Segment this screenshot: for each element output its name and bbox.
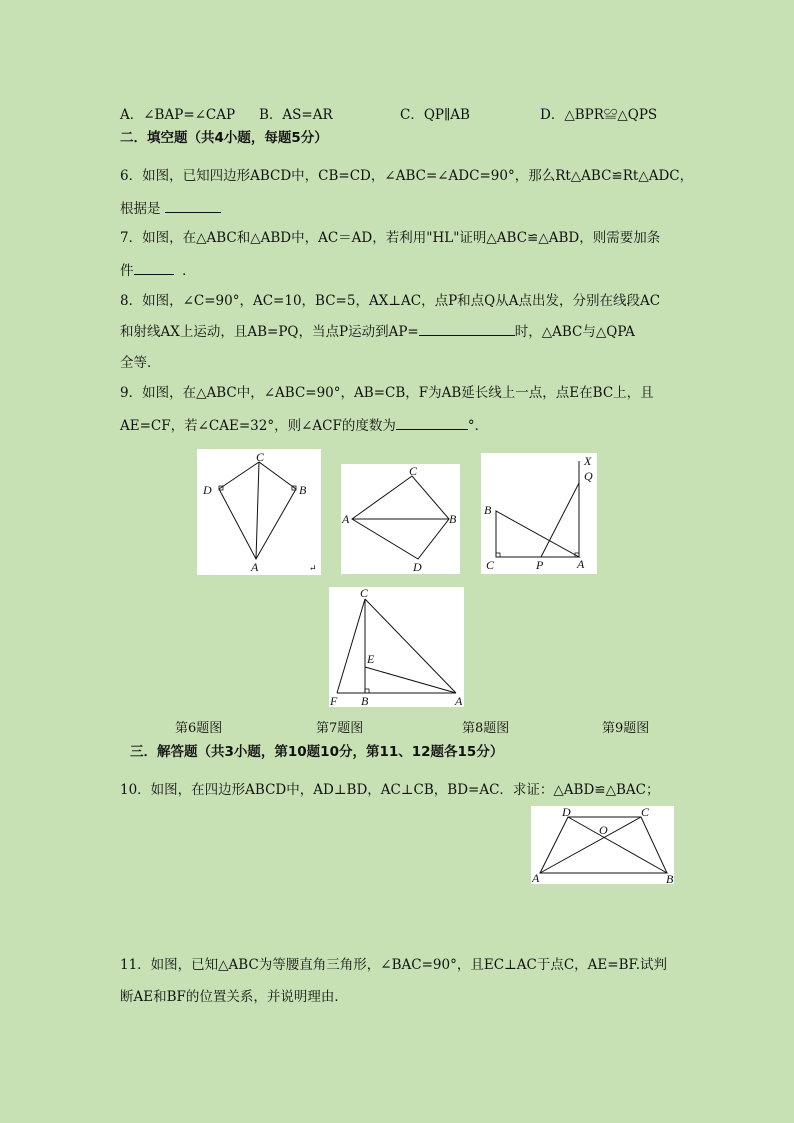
fig6-label-a: A <box>251 560 259 574</box>
fig9-label-b: B <box>361 694 369 707</box>
q5-option-d: D．△BPR≌△QPS <box>540 107 658 123</box>
fig10-label-b: B <box>666 872 674 884</box>
fig8-label-q: Q <box>584 469 593 483</box>
fig10-label-d: D <box>562 806 571 819</box>
fig7-label-c: C <box>409 464 418 478</box>
fig6-label-c: C <box>256 450 265 464</box>
q7-line2-pre: 件 <box>120 263 134 279</box>
q6-line2-text: 根据是 <box>120 201 161 217</box>
q9-answer-blank[interactable] <box>396 416 468 430</box>
q7-answer-blank[interactable] <box>134 261 174 275</box>
q9-line2 <box>120 416 488 435</box>
q9-line1: 9．如图，在△ABC中，∠ABC=90°，AB=CB，F为AB延长线上一点，点E在BC上，且 <box>120 385 654 401</box>
section2-title: 二．填空题（共4小题，每题5分） <box>120 130 328 146</box>
caption-fig6: 第6题图 <box>175 721 223 736</box>
figure-7 <box>341 464 460 574</box>
q11-line1: 11．如图，已知△ABC为等腰直角三角形，∠BAC=90°，且EC⊥AC于点C，AE=BF.试判 <box>120 957 668 973</box>
fig9-label-a: A <box>455 694 463 707</box>
fig7-label-d: D <box>413 560 422 574</box>
fig9-label-e: E <box>367 652 375 666</box>
fig8-label-p: P <box>536 558 544 572</box>
figure-9 <box>329 587 464 707</box>
fig7-label-b: B <box>449 512 457 526</box>
fig6-label-d: D <box>203 483 212 497</box>
fig9-label-c: C <box>360 587 369 600</box>
q10-text: 10．如图，在四边形ABCD中，AD⊥BD，AC⊥CB，BD=AC．求证：△ABD≌△BAC； <box>120 782 660 798</box>
q8-line3: 全等． <box>120 355 161 371</box>
q7-line2-post: ． <box>182 263 196 279</box>
fig7-label-a: A <box>342 512 350 526</box>
q8-line2 <box>120 322 635 341</box>
fig6-label-b: B <box>299 483 307 497</box>
q6-line2 <box>120 199 221 218</box>
q9-line2-pre: AE=CF，若∠CAE=32°，则∠ACF的度数为 <box>120 418 396 434</box>
section3-title: 三．解答题（共3小题，第10题10分，第11、12题各15分） <box>130 744 504 760</box>
figure-8 <box>481 453 597 574</box>
q7-line2 <box>120 261 196 280</box>
q11-line2: 断AE和BF的位置关系，并说明理由． <box>120 989 348 1005</box>
figure-6 <box>197 449 321 575</box>
q8-answer-blank[interactable] <box>419 322 515 336</box>
fig10-label-o: O <box>599 823 608 837</box>
fig8-label-a: A <box>577 557 585 571</box>
q5-option-a: A．∠BAP=∠CAP <box>120 107 236 123</box>
figure-10 <box>531 806 674 884</box>
q5-option-b: B．AS=AR <box>259 107 333 123</box>
q7-line1: 7．如图，在△ABC和△ABD中，AC＝AD，若利用"HL"证明△ABC≌△ABD，则需要加条 <box>120 230 661 246</box>
q8-line2-post: 时，△ABC与△QPA <box>514 324 635 340</box>
q6-line1: 6．如图，已知四边形ABCD中，CB=CD，∠ABC=∠ADC=90°，那么Rt△ABC≌Rt△ADC， <box>120 168 694 184</box>
q8-line2-pre: 和射线AX上运动，且AB=PQ，当点P运动到AP= <box>120 324 419 340</box>
caption-fig9: 第9题图 <box>602 721 650 736</box>
fig8-label-c: C <box>486 558 495 572</box>
q5-option-c: C．QP∥AB <box>400 107 470 123</box>
fig6-return-mark: ↵ <box>309 563 317 573</box>
fig8-label-x: X <box>584 454 592 468</box>
caption-fig8: 第8题图 <box>462 721 510 736</box>
fig8-label-b: B <box>484 503 492 517</box>
fig10-label-a: A <box>532 871 540 884</box>
q8-line1: 8．如图，∠C=90°，AC=10，BC=5，AX⊥AC，点P和点Q从A点出发，分别在线段AC <box>120 293 661 309</box>
fig9-label-f: F <box>330 694 338 707</box>
q9-line2-post: °． <box>467 418 489 434</box>
caption-fig7: 第7题图 <box>316 721 364 736</box>
fig10-label-c: C <box>641 806 650 819</box>
q6-answer-blank[interactable] <box>165 199 221 213</box>
